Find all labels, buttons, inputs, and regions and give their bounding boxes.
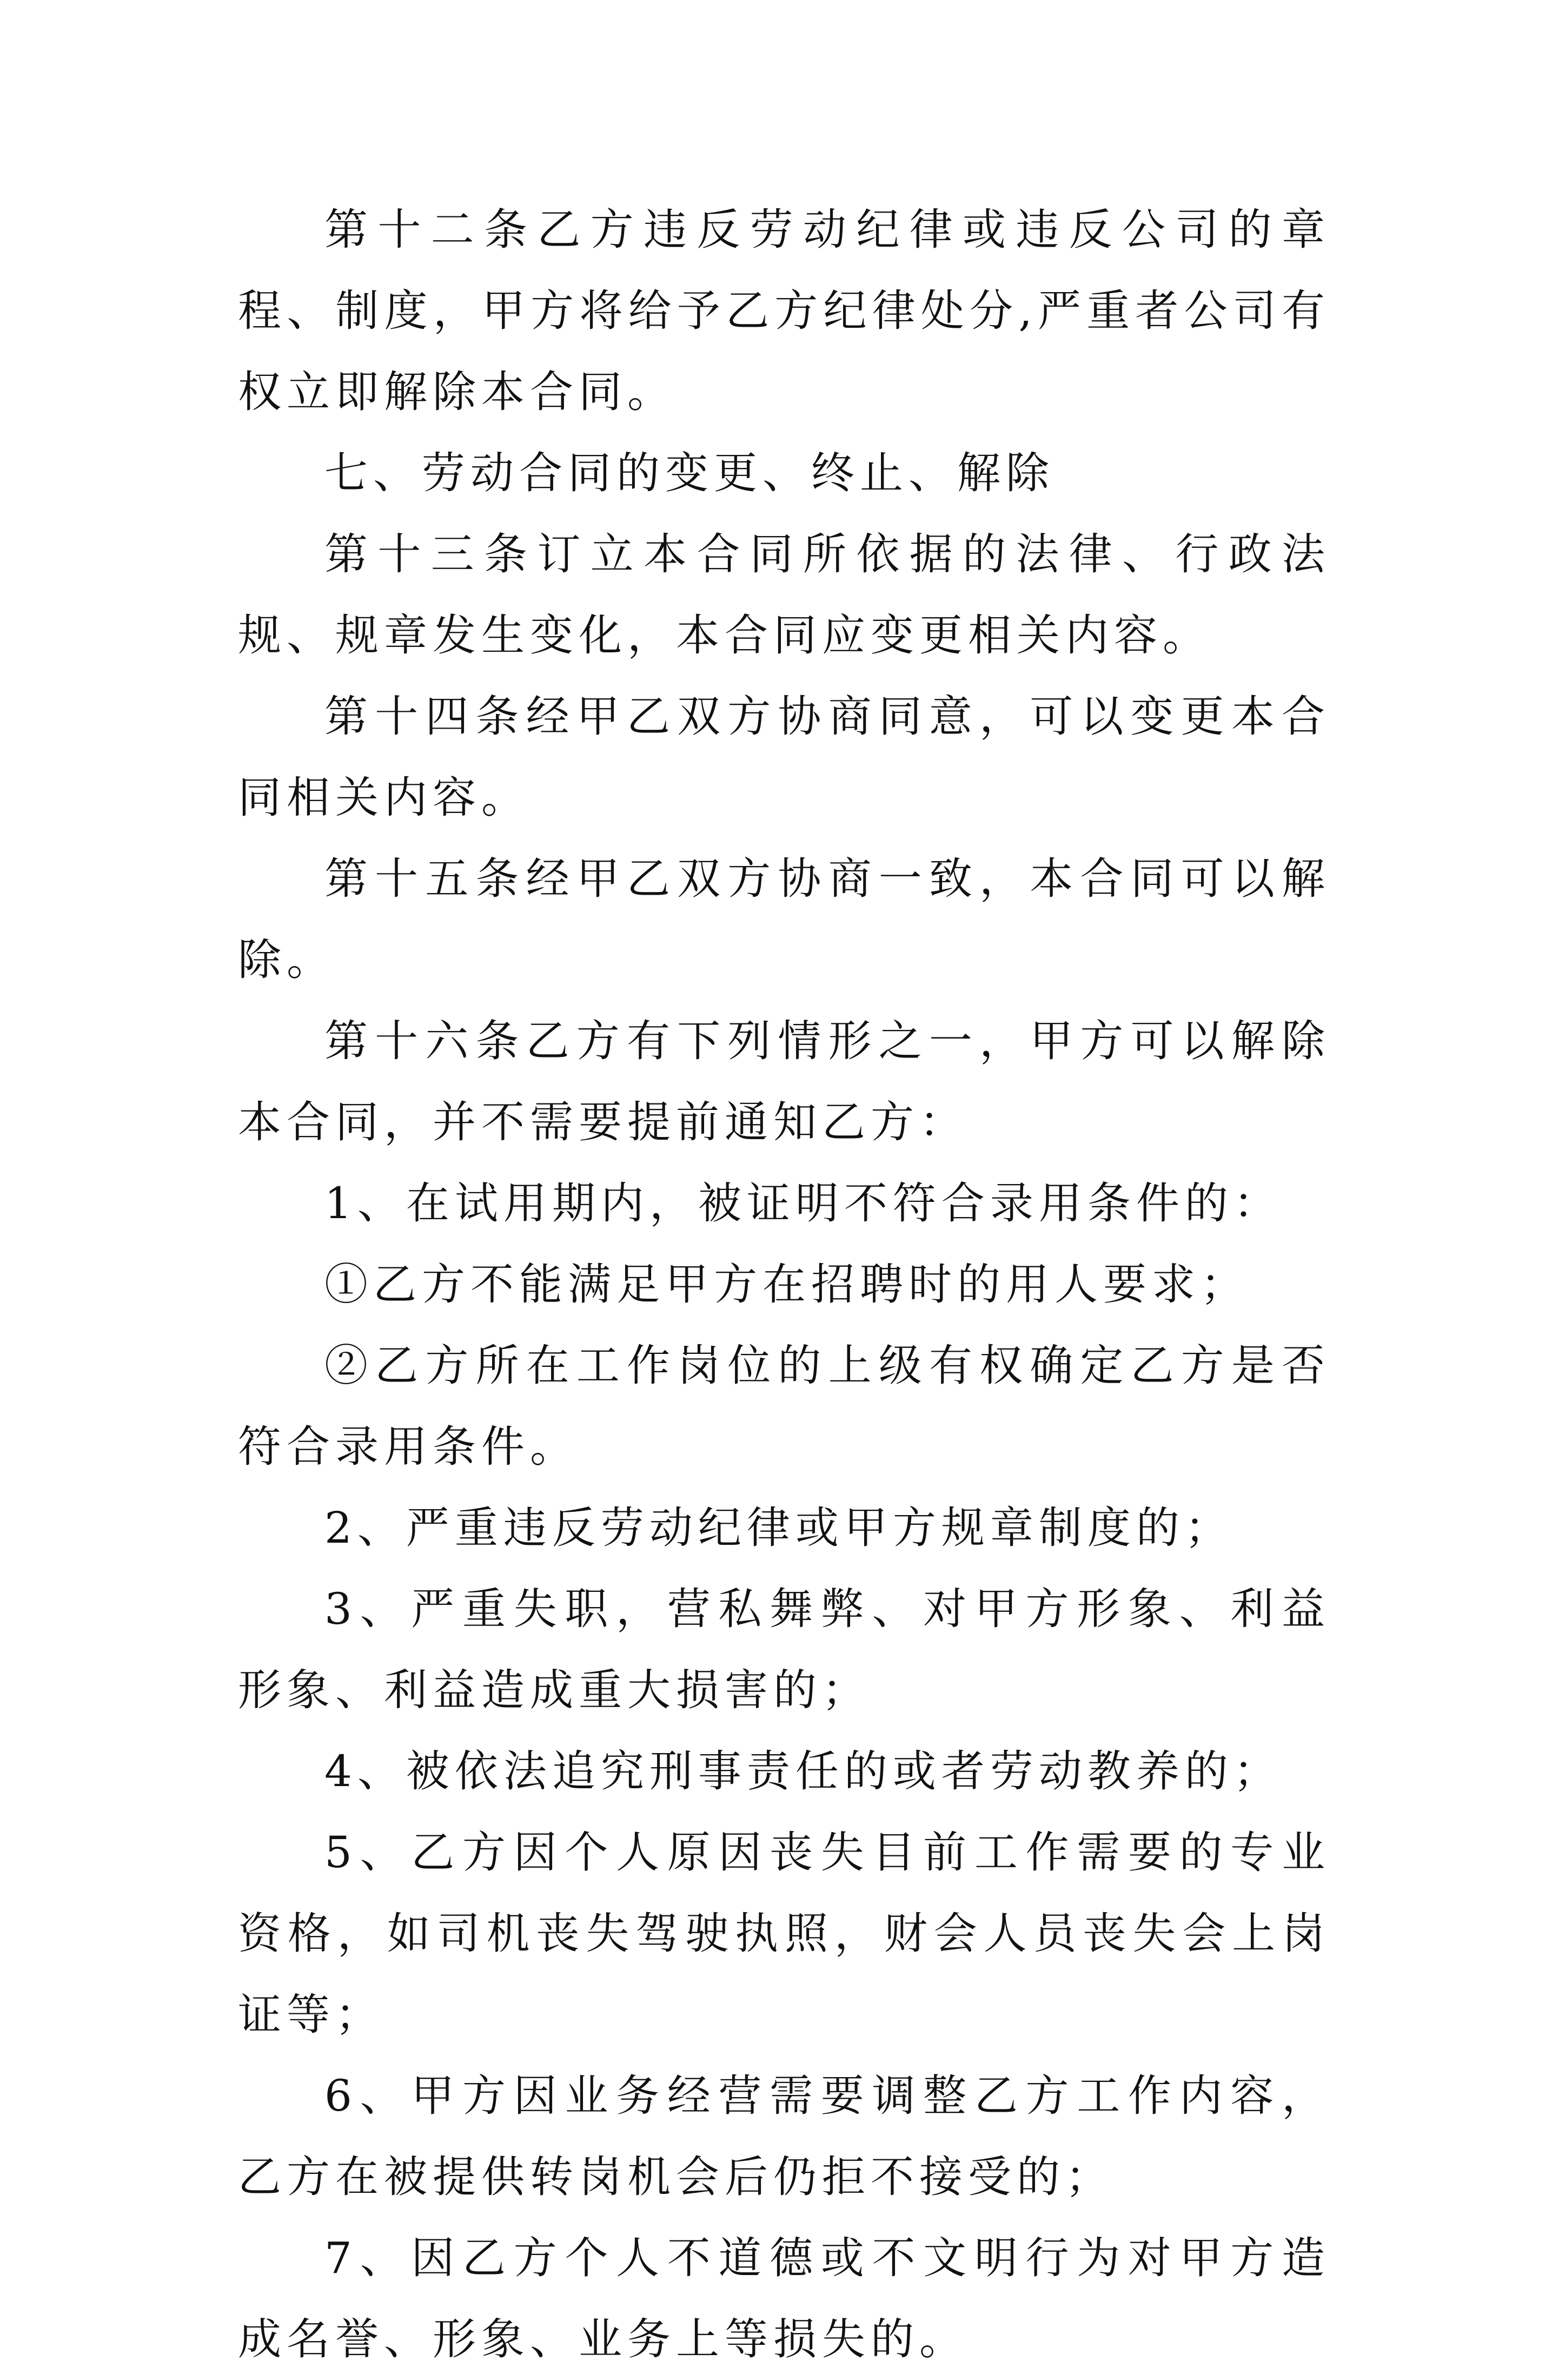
list-item-5: 5、乙方因个人原因丧失目前工作需要的专业资格，如司机丧失驾驶执照，财会人员丧失会上岗证等； — [238, 1827, 1330, 2040]
list-item-2: 2、严重违反劳动纪律或甲方规章制度的； — [324, 1503, 1234, 1553]
sub-item-2: ②乙方所在工作岗位的上级有权确定乙方是否符合录用条件。 — [238, 1340, 1330, 1472]
sub-item-1: ①乙方不能满足甲方在招聘时的用人要求； — [324, 1259, 1249, 1310]
list-item-4: 4、被依法追究刑事责任的或者劳动教养的； — [324, 1746, 1282, 1796]
section-heading-7: 七、劳动合同的变更、终止、解除 — [324, 448, 1055, 498]
document-body — [238, 189, 1330, 2380]
paragraph-article-16: 第十六条乙方有下列情形之一，甲方可以解除本合同，并不需要提前通知乙方： — [238, 1016, 1330, 1147]
list-item-3: 3、严重失职，营私舞弊、对甲方形象、利益形象、利益造成重大损害的； — [238, 1584, 1330, 1715]
paragraph-article-13: 第十三条订立本合同所依据的法律、行政法规、规章发生变化，本合同应变更相关内容。 — [238, 529, 1330, 660]
paragraph-article-15: 第十五条经甲乙双方协商一致，本合同可以解除。 — [238, 854, 1330, 985]
list-item-1: 1、在试用期内，被证明不符合录用条件的： — [324, 1178, 1282, 1228]
paragraph-article-12: 第十二条乙方违反劳动纪律或违反公司的章程、制度，甲方将给予乙方纪律处分,严重者公司有权立即解除本合同。 — [238, 204, 1330, 417]
list-item-6: 6、甲方因业务经营需要调整乙方工作内容，乙方在被提供转岗机会后仍拒不接受的； — [238, 2071, 1330, 2202]
list-item-7: 7、因乙方个人不道德或不文明行为对甲方造成名誉、形象、业务上等损失的。 — [238, 2233, 1330, 2364]
paragraph-article-14: 第十四条经甲乙双方协商同意，可以变更本合同相关内容。 — [238, 691, 1330, 823]
